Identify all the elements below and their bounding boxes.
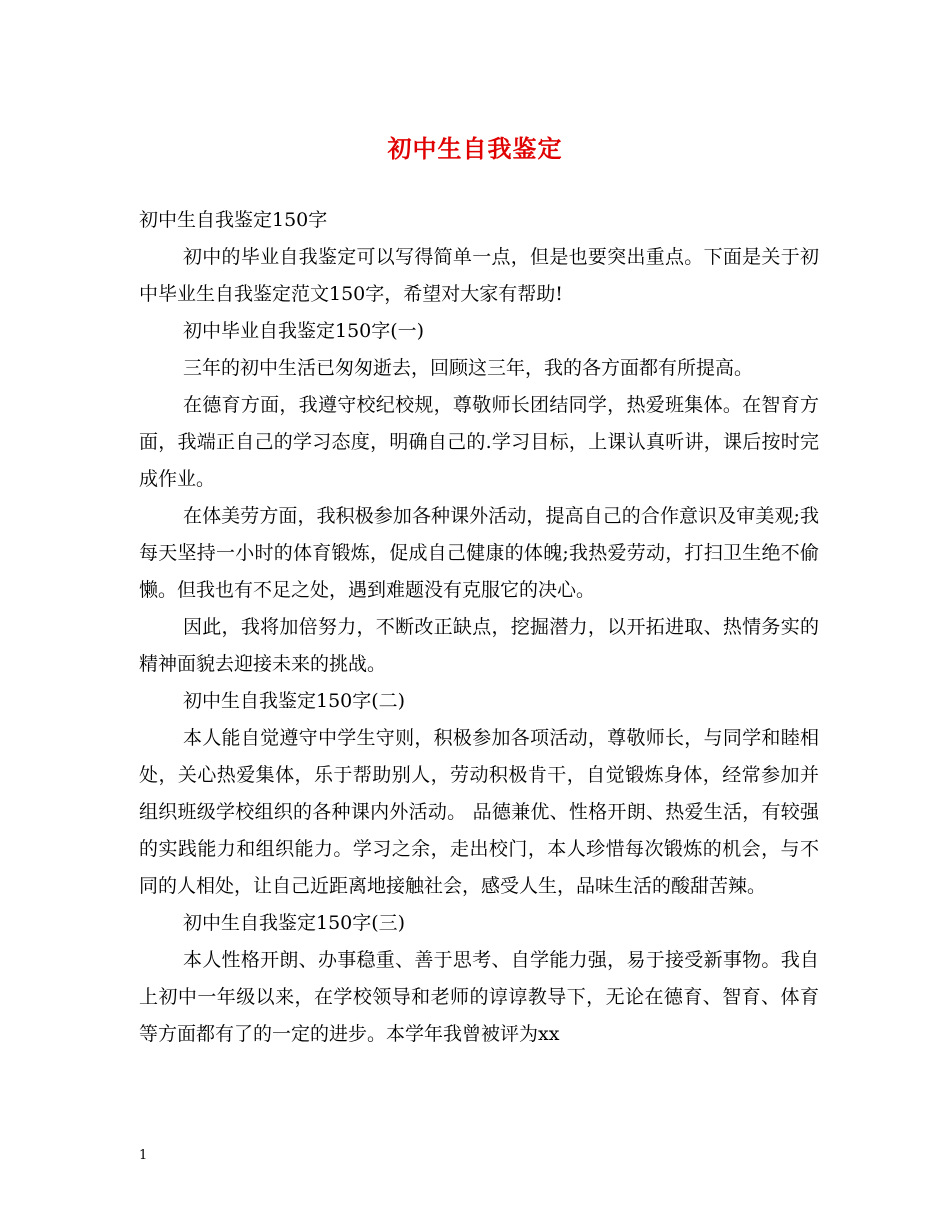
body-paragraph: 初中毕业自我鉴定150字(一) [183,320,425,342]
document-body [139,202,819,1053]
page-number: 1 [139,1148,148,1163]
body-paragraph: 在德育方面，我遵守校纪校规，尊敬师长团结同学，热爱班集体。在智育方面，我端正自己的学习态度，明确自己的.学习目标，上课认真听讲，课后按时完成作业。 [139,394,819,490]
body-paragraph: 在体美劳方面，我积极参加各种课外活动，提高自己的合作意识及审美观;我每天坚持一小时的体育锻炼，促成自己健康的体魄;我热爱劳动，打扫卫生绝不偷懒。但我也有不足之处，遇到难题没有克服它的决心。 [139,505,819,601]
body-paragraph: 本人能自觉遵守中学生守则，积极参加各项活动，尊敬师长，与同学和睦相处，关心热爱集体，乐于帮助别人，劳动积极肯干，自觉锻炼身体，经常参加并组织班级学校组织的各种课内外活动。 品德兼优、性格开朗、热爱生活，有较强的实践能力和组织能力。学习之余，走出校门，本人珍惜每次锻炼的机会，与不同的人相处，让自己近距离地接触社会，感受人生，品味生活的酸甜苦辣。 [139,727,819,897]
body-paragraph: 初中生自我鉴定150字 [139,209,328,231]
body-paragraph: 初中生自我鉴定150字(三) [183,912,406,934]
body-paragraph: 本人性格开朗、办事稳重、善于思考、自学能力强，易于接受新事物。我自上初中一年级以来，在学校领导和老师的谆谆教导下，无论在德育、智育、体育等方面都有了的一定的进步。本学年我曾被评为xx [139,949,819,1045]
body-paragraph: 初中的毕业自我鉴定可以写得简单一点，但是也要突出重点。下面是关于初中毕业生自我鉴定范文150字，希望对大家有帮助! [139,246,819,305]
body-paragraph: 三年的初中生活已匆匆逝去，回顾这三年，我的各方面都有所提高。 [183,357,754,379]
document-title: 初中生自我鉴定 [387,134,563,163]
body-paragraph: 初中生自我鉴定150字(二) [183,690,406,712]
body-paragraph: 因此，我将加倍努力，不断改正缺点，挖掘潜力，以开拓进取、热情务实的精神面貌去迎接未来的挑战。 [139,616,819,675]
